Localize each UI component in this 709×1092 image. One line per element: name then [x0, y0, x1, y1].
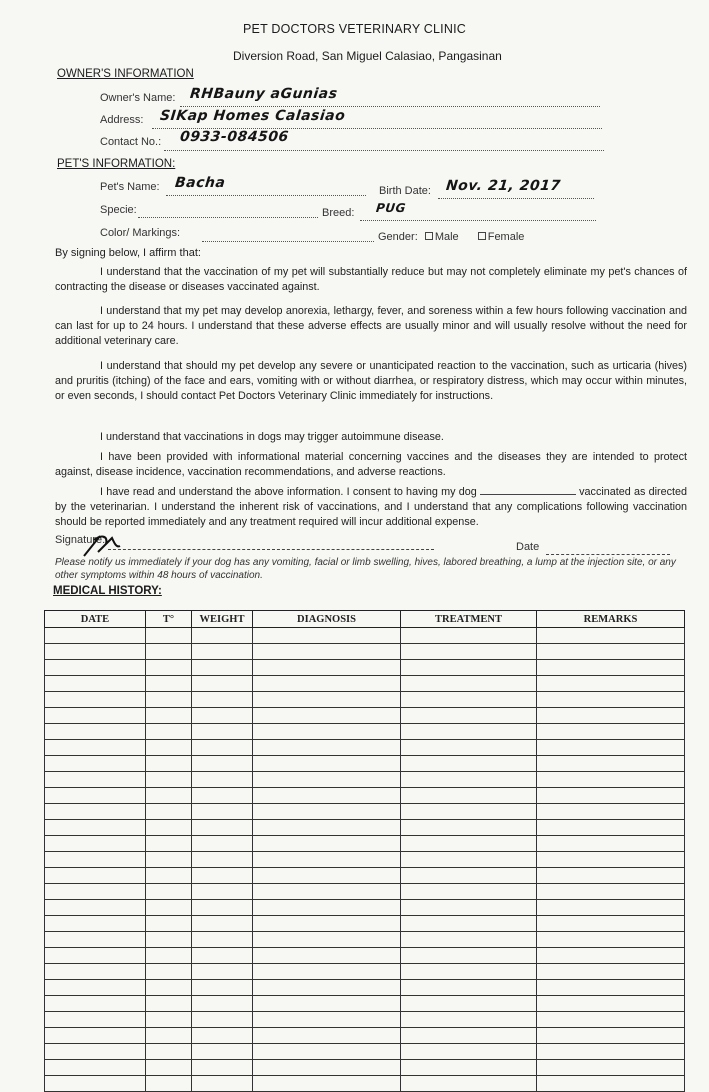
table-cell[interactable] — [253, 916, 401, 932]
birth-date-line — [438, 198, 594, 199]
table-cell[interactable] — [146, 1028, 192, 1044]
table-cell[interactable] — [146, 900, 192, 916]
table-cell[interactable] — [192, 772, 253, 788]
table-cell[interactable] — [401, 788, 537, 804]
table-cell[interactable] — [146, 996, 192, 1012]
date-label: Date — [516, 541, 540, 553]
table-row — [45, 740, 685, 756]
table-cell[interactable] — [45, 820, 146, 836]
birth-date-field[interactable]: Nov. 21, 2017 — [445, 178, 562, 194]
table-cell[interactable] — [401, 660, 537, 676]
table-cell[interactable] — [537, 692, 685, 708]
table-cell[interactable] — [192, 644, 253, 660]
table-cell[interactable] — [192, 884, 253, 900]
table-cell[interactable] — [45, 740, 146, 756]
female-label: Female — [487, 231, 525, 243]
table-cell[interactable] — [401, 1012, 537, 1028]
table-cell[interactable] — [401, 932, 537, 948]
table-row — [45, 644, 685, 660]
owner-address-field[interactable]: SIKap Homes Calasiao — [159, 108, 347, 124]
consent-paragraph-5 — [55, 450, 687, 480]
table-cell[interactable] — [537, 996, 685, 1012]
table-cell[interactable] — [401, 948, 537, 964]
table-cell[interactable] — [253, 692, 401, 708]
specie-label: Specie: — [100, 204, 137, 216]
table-cell[interactable] — [45, 868, 146, 884]
table-cell[interactable] — [45, 772, 146, 788]
table-cell[interactable] — [192, 820, 253, 836]
table-cell[interactable] — [45, 1076, 146, 1092]
table-header-row — [45, 611, 685, 628]
table-cell[interactable] — [146, 708, 192, 724]
female-checkbox[interactable] — [478, 232, 486, 240]
table-cell[interactable] — [192, 916, 253, 932]
table-cell[interactable] — [401, 724, 537, 740]
table-row — [45, 660, 685, 676]
pet-name-line — [166, 195, 366, 196]
column-header-temperature: T° — [146, 611, 192, 628]
table-cell[interactable] — [537, 740, 685, 756]
table-row — [45, 1076, 685, 1092]
table-cell[interactable] — [146, 644, 192, 660]
table-row — [45, 724, 685, 740]
table-cell[interactable] — [401, 852, 537, 868]
table-cell[interactable] — [45, 756, 146, 772]
table-cell[interactable] — [537, 852, 685, 868]
table-cell[interactable] — [146, 756, 192, 772]
table-cell[interactable] — [401, 964, 537, 980]
table-cell[interactable] — [192, 980, 253, 996]
consent-text-5: I have been provided with informational material concerning vaccines and the diseases they are intended to protect against, disease incidence, vaccination recommendations, and adverse reactions. — [55, 451, 687, 478]
consent-text-2: I understand that my pet may develop anorexia, lethargy, fever, and soreness within a few hours following vaccination and can last for up to 24 hours. I understand that these adverse effects are usually minor and will usually resolve without the need for additional veterinary care. — [55, 305, 687, 347]
table-cell[interactable] — [253, 708, 401, 724]
table-cell[interactable] — [45, 836, 146, 852]
clinic-name: PET DOCTORS VETERINARY CLINIC — [243, 22, 466, 36]
table-cell[interactable] — [401, 980, 537, 996]
table-cell[interactable] — [146, 820, 192, 836]
owner-name-field[interactable]: RHBauny aGunias — [189, 86, 339, 102]
consent-paragraph-3 — [55, 359, 687, 404]
table-row — [45, 948, 685, 964]
table-row — [45, 884, 685, 900]
table-cell[interactable] — [537, 788, 685, 804]
notice-content: Please notify us immediately if your dog has any vomiting, facial or limb swelling, hives, labored breathing, a lump at the injection site, or any other symptoms within 48 hours of vaccination. — [55, 557, 676, 581]
table-cell[interactable] — [192, 964, 253, 980]
table-row — [45, 836, 685, 852]
table-cell[interactable] — [45, 644, 146, 660]
consent-paragraph-1 — [55, 265, 687, 295]
table-cell[interactable] — [401, 756, 537, 772]
table-cell[interactable] — [401, 644, 537, 660]
table-cell[interactable] — [45, 1044, 146, 1060]
table-row — [45, 980, 685, 996]
notice-text — [55, 556, 687, 582]
table-cell[interactable] — [253, 820, 401, 836]
table-cell[interactable] — [537, 1044, 685, 1060]
table-cell[interactable] — [253, 836, 401, 852]
table-cell[interactable] — [45, 964, 146, 980]
table-cell[interactable] — [253, 644, 401, 660]
table-cell[interactable] — [253, 1044, 401, 1060]
table-row — [45, 708, 685, 724]
table-cell[interactable] — [537, 804, 685, 820]
table-cell[interactable] — [253, 724, 401, 740]
table-cell[interactable] — [146, 1012, 192, 1028]
table-cell[interactable] — [401, 1076, 537, 1092]
table-cell[interactable] — [401, 820, 537, 836]
table-row — [45, 772, 685, 788]
table-cell[interactable] — [401, 676, 537, 692]
table-cell[interactable] — [192, 900, 253, 916]
table-cell[interactable] — [146, 740, 192, 756]
table-cell[interactable] — [192, 676, 253, 692]
table-cell[interactable] — [253, 756, 401, 772]
table-cell[interactable] — [537, 964, 685, 980]
table-cell[interactable] — [253, 788, 401, 804]
table-cell[interactable] — [45, 852, 146, 868]
table-cell[interactable] — [401, 708, 537, 724]
pet-name-field[interactable]: Bacha — [174, 175, 227, 191]
table-cell[interactable] — [192, 996, 253, 1012]
table-row — [45, 820, 685, 836]
birth-date-label: Birth Date: — [379, 185, 431, 197]
table-row — [45, 756, 685, 772]
table-cell[interactable] — [253, 900, 401, 916]
table-cell[interactable] — [45, 708, 146, 724]
owner-contact-field[interactable]: 0933-084506 — [179, 129, 290, 145]
breed-label: Breed: — [322, 207, 355, 219]
table-cell[interactable] — [537, 1028, 685, 1044]
table-cell[interactable] — [146, 692, 192, 708]
table-cell[interactable] — [253, 1060, 401, 1076]
table-cell[interactable] — [253, 804, 401, 820]
column-header-weight: WEIGHT — [192, 611, 253, 628]
table-cell[interactable] — [146, 1060, 192, 1076]
table-cell[interactable] — [537, 628, 685, 644]
table-cell[interactable] — [146, 1044, 192, 1060]
table-cell[interactable] — [537, 772, 685, 788]
table-row — [45, 1044, 685, 1060]
table-cell[interactable] — [45, 1028, 146, 1044]
table-cell[interactable] — [537, 884, 685, 900]
table-cell[interactable] — [401, 996, 537, 1012]
table-cell[interactable] — [401, 1060, 537, 1076]
table-cell[interactable] — [401, 692, 537, 708]
consent-paragraph-2 — [55, 304, 687, 349]
specie-field[interactable] — [138, 217, 318, 218]
table-cell[interactable] — [537, 900, 685, 916]
table-cell[interactable] — [146, 804, 192, 820]
owner-name-line — [180, 106, 600, 107]
table-row — [45, 916, 685, 932]
table-cell[interactable] — [45, 724, 146, 740]
table-row — [45, 964, 685, 980]
table-cell[interactable] — [45, 900, 146, 916]
table-cell[interactable] — [253, 964, 401, 980]
table-cell[interactable] — [253, 660, 401, 676]
consent-text-6a: I have read and understand the above information. I consent to having my dog — [100, 486, 477, 498]
table-cell[interactable] — [45, 916, 146, 932]
table-cell[interactable] — [146, 932, 192, 948]
table-cell[interactable] — [401, 868, 537, 884]
table-cell[interactable] — [401, 1028, 537, 1044]
table-cell[interactable] — [192, 788, 253, 804]
gender-label-text: Gender: — [378, 231, 418, 243]
table-cell[interactable] — [537, 836, 685, 852]
table-cell[interactable] — [401, 916, 537, 932]
table-row — [45, 804, 685, 820]
table-cell[interactable] — [45, 692, 146, 708]
table-cell[interactable] — [253, 980, 401, 996]
table-cell[interactable] — [192, 724, 253, 740]
table-cell[interactable] — [401, 628, 537, 644]
table-cell[interactable] — [45, 676, 146, 692]
table-cell[interactable] — [192, 1044, 253, 1060]
table-cell[interactable] — [45, 660, 146, 676]
table-cell[interactable] — [253, 1028, 401, 1044]
table-row — [45, 868, 685, 884]
table-cell[interactable] — [253, 740, 401, 756]
male-label: Male — [434, 231, 459, 243]
table-cell[interactable] — [537, 1012, 685, 1028]
table-cell[interactable] — [192, 868, 253, 884]
color-markings-field[interactable] — [202, 241, 374, 242]
table-cell[interactable] — [146, 1076, 192, 1092]
table-cell[interactable] — [192, 692, 253, 708]
breed-field[interactable]: PUG — [375, 201, 407, 215]
medical-history-table — [44, 610, 685, 1092]
table-cell[interactable] — [146, 948, 192, 964]
table-cell[interactable] — [401, 836, 537, 852]
table-row — [45, 1060, 685, 1076]
table-cell[interactable] — [537, 932, 685, 948]
table-cell[interactable] — [537, 676, 685, 692]
table-cell[interactable] — [253, 628, 401, 644]
table-cell[interactable] — [192, 628, 253, 644]
medical-history-title: MEDICAL HISTORY: — [53, 585, 162, 597]
table-cell[interactable] — [253, 772, 401, 788]
table-cell[interactable] — [253, 1076, 401, 1092]
owner-name-label: Owner's Name: — [100, 92, 176, 104]
table-cell[interactable] — [146, 772, 192, 788]
table-cell[interactable] — [192, 660, 253, 676]
table-cell[interactable] — [146, 884, 192, 900]
table-row — [45, 1012, 685, 1028]
table-cell[interactable] — [146, 836, 192, 852]
signature-label: Signature: — [55, 534, 106, 546]
table-cell[interactable] — [253, 996, 401, 1012]
table-cell[interactable] — [401, 1044, 537, 1060]
table-cell[interactable] — [253, 868, 401, 884]
table-cell[interactable] — [146, 868, 192, 884]
consent-text-6b: vaccinated as directed by the veterinarian. I understand the inherent risk of vaccinations, and I understand that any complications following vaccination should be reported immediately and any treatment required will incur additional expense. — [55, 486, 688, 528]
table-cell[interactable] — [45, 980, 146, 996]
table-cell[interactable] — [192, 836, 253, 852]
consent-text-4: I understand that vaccinations in dogs may trigger autoimmune disease. — [100, 431, 444, 443]
table-cell[interactable] — [253, 676, 401, 692]
table-cell[interactable] — [45, 996, 146, 1012]
table-row — [45, 1028, 685, 1044]
table-row — [45, 852, 685, 868]
table-cell[interactable] — [45, 1012, 146, 1028]
table-cell[interactable] — [146, 628, 192, 644]
table-cell[interactable] — [401, 884, 537, 900]
table-cell[interactable] — [146, 980, 192, 996]
table-cell[interactable] — [253, 948, 401, 964]
gender-label — [378, 231, 524, 243]
date-field[interactable] — [546, 554, 670, 555]
table-row — [45, 900, 685, 916]
table-cell[interactable] — [253, 932, 401, 948]
consent-paragraph-4 — [55, 430, 687, 445]
table-cell[interactable] — [537, 660, 685, 676]
table-row — [45, 628, 685, 644]
table-cell[interactable] — [146, 964, 192, 980]
table-cell[interactable] — [146, 916, 192, 932]
table-cell[interactable] — [537, 1076, 685, 1092]
table-cell[interactable] — [537, 708, 685, 724]
table-cell[interactable] — [253, 884, 401, 900]
table-cell[interactable] — [401, 740, 537, 756]
medical-history-rows — [45, 628, 685, 1092]
owner-contact-label: Contact No.: — [100, 136, 162, 148]
table-cell[interactable] — [537, 916, 685, 932]
table-row — [45, 996, 685, 1012]
table-cell[interactable] — [401, 900, 537, 916]
color-markings-label: Color/ Markings: — [100, 227, 181, 239]
table-cell[interactable] — [192, 756, 253, 772]
table-cell[interactable] — [537, 1060, 685, 1076]
signature-field[interactable] — [108, 549, 434, 550]
table-cell[interactable] — [192, 1012, 253, 1028]
table-cell[interactable] — [192, 708, 253, 724]
table-cell[interactable] — [537, 980, 685, 996]
table-cell[interactable] — [45, 884, 146, 900]
column-header-remarks: REMARKS — [537, 611, 685, 628]
owner-section-title: OWNER'S INFORMATION — [57, 68, 194, 80]
table-cell[interactable] — [192, 948, 253, 964]
column-header-diagnosis: DIAGNOSIS — [253, 611, 401, 628]
table-cell[interactable] — [192, 1060, 253, 1076]
table-cell[interactable] — [192, 1076, 253, 1092]
breed-line — [360, 220, 596, 221]
table-cell[interactable] — [537, 724, 685, 740]
table-row — [45, 692, 685, 708]
table-cell[interactable] — [45, 788, 146, 804]
table-cell[interactable] — [537, 644, 685, 660]
table-row — [45, 788, 685, 804]
consent-intro: By signing below, I affirm that: — [55, 247, 201, 259]
table-cell[interactable] — [401, 772, 537, 788]
column-header-treatment: TREATMENT — [401, 611, 537, 628]
table-cell[interactable] — [192, 740, 253, 756]
table-cell[interactable] — [253, 1012, 401, 1028]
table-cell[interactable] — [146, 788, 192, 804]
owner-address-label: Address: — [100, 114, 144, 126]
consent-paragraph-6 — [55, 485, 687, 530]
table-cell[interactable] — [537, 820, 685, 836]
consent-text-3: I understand that should my pet develop any severe or unanticipated reaction to the vaccination, such as urticaria (hives) and pruritis (itching) of the face and ears, vomiting with or without diarrhea, or respiratory distress, which may occur within minutes, or even seconds, I should contact Pet Doctors Veterinary Clinic immediately for instructions. — [55, 360, 687, 402]
table-cell[interactable] — [45, 804, 146, 820]
clinic-address: Diversion Road, San Miguel Calasiao, Pangasinan — [233, 49, 502, 63]
pet-section-title: PET'S INFORMATION: — [57, 158, 176, 170]
dog-vaccine-field[interactable] — [480, 485, 576, 495]
pet-name-label: Pet's Name: — [100, 181, 160, 193]
table-cell[interactable] — [401, 804, 537, 820]
column-header-date: DATE — [45, 611, 146, 628]
consent-text-1: I understand that the vaccination of my pet will substantially reduce but may not completely eliminate my pet's chances of contracting the disease or diseases vaccinated against. — [55, 266, 687, 293]
table-cell[interactable] — [146, 660, 192, 676]
table-cell[interactable] — [537, 868, 685, 884]
table-row — [45, 676, 685, 692]
table-cell[interactable] — [253, 852, 401, 868]
table-cell[interactable] — [192, 852, 253, 868]
table-cell[interactable] — [45, 628, 146, 644]
table-cell[interactable] — [537, 948, 685, 964]
table-cell[interactable] — [192, 804, 253, 820]
table-row — [45, 932, 685, 948]
owner-contact-line — [164, 150, 604, 151]
table-cell[interactable] — [192, 1028, 253, 1044]
table-cell[interactable] — [537, 756, 685, 772]
table-cell[interactable] — [192, 932, 253, 948]
table-cell[interactable] — [146, 852, 192, 868]
table-cell[interactable] — [45, 932, 146, 948]
table-cell[interactable] — [45, 1060, 146, 1076]
table-cell[interactable] — [146, 676, 192, 692]
table-cell[interactable] — [146, 724, 192, 740]
table-cell[interactable] — [45, 948, 146, 964]
male-checkbox[interactable] — [425, 232, 433, 240]
